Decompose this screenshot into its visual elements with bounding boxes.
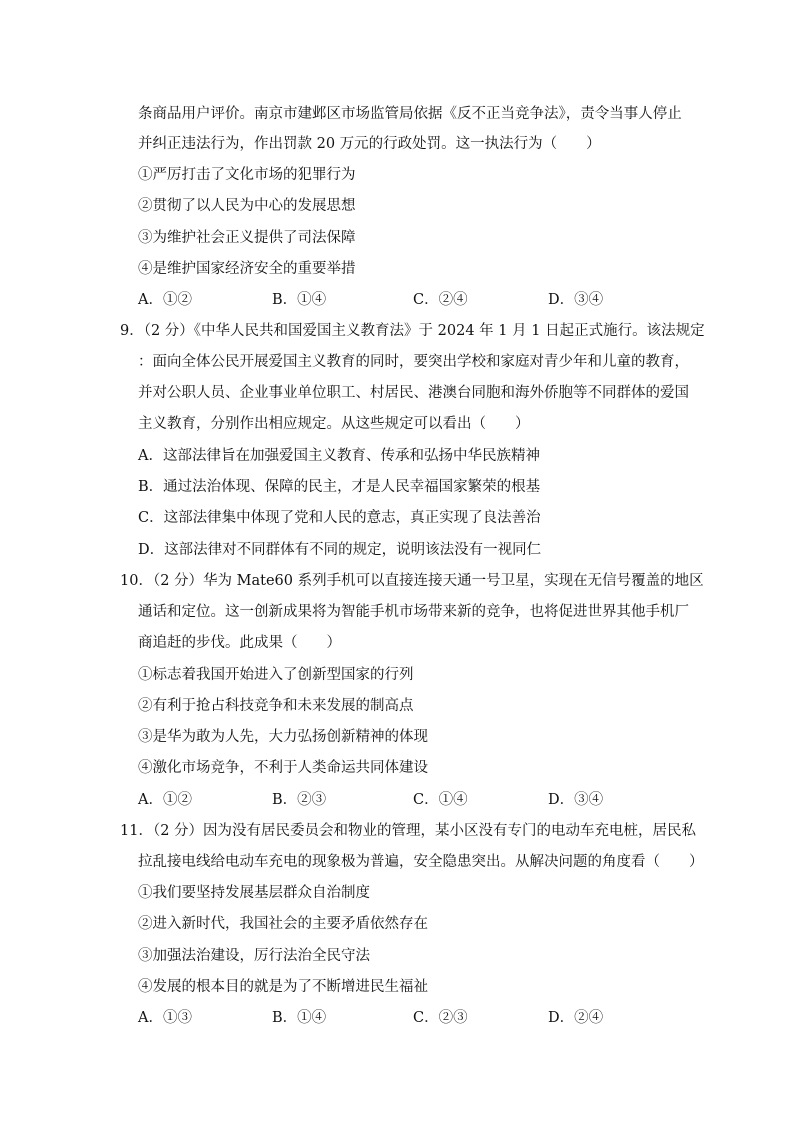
- q10-stem-line-1: 10．（2 分）华为 Mate60 系列手机可以直接连接天通一号卫星，实现在无信号覆盖的地区: [120, 573, 704, 589]
- q11-stem-line-2: 拉乱接电线给电动车充电的现象极为普遍，安全隐患突出。从解决问题的角度看（ ）: [138, 854, 704, 870]
- q10-option-2: ②有利于抢占科技竞争和未来发展的制高点: [138, 698, 414, 714]
- q8-option-3: ③为维护社会正义提供了司法保障: [138, 230, 356, 246]
- q8-choice-c: C．②④: [413, 292, 468, 308]
- q9-option-c: C．这部法律集中体现了党和人民的意志，真正实现了良法善治: [138, 510, 541, 526]
- q11-option-1: ①我们要坚持发展基层群众自治制度: [138, 885, 370, 901]
- q9-option-b: B．通过法治体现、保障的民主，才是人民幸福国家繁荣的根基: [138, 479, 541, 495]
- q11-stem-line-1: 11．（2 分）因为没有居民委员会和物业的管理，某小区没有专门的电动车充电桩，居民私: [120, 823, 697, 839]
- q8-choice-b: B．①④: [272, 292, 327, 308]
- q10-choice-d: D．③④: [548, 792, 604, 808]
- q11-option-4: ④发展的根本目的就是为了不断增进民生福祉: [138, 979, 428, 995]
- q10-choice-b: B．②③: [272, 792, 327, 808]
- q9-stem-line-3: 并对公职人员、企业事业单位职工、村居民、港澳台同胞和海外侨胞等不同群体的爱国: [138, 385, 689, 401]
- q11-choice-a: A．①③: [138, 1010, 192, 1026]
- q10-option-1: ①标志着我国开始进入了创新型国家的行列: [138, 667, 414, 683]
- q10-option-3: ③是华为敢为人先，大力弘扬创新精神的体现: [138, 729, 428, 745]
- q9-option-a: A．这部法律旨在加强爱国主义教育、传承和弘扬中华民族精神: [138, 448, 540, 464]
- q8-option-2: ②贯彻了以人民为中心的发展思想: [138, 198, 356, 214]
- q10-option-4: ④激化市场竞争，不利于人类命运共同体建设: [138, 760, 428, 776]
- q8-choice-d: D．③④: [548, 292, 604, 308]
- q8-stem-line-2: 并纠正违法行为，作出罚款 20 万元的行政处罚。这一执法行为（ ）: [138, 136, 601, 152]
- q10-choice-c: C．①④: [413, 792, 468, 808]
- q11-choice-c: C．②③: [413, 1010, 468, 1026]
- q9-stem-line-4: 主义教育，分别作出相应规定。从这些规定可以看出（ ）: [138, 416, 530, 432]
- q11-choice-b: B．①④: [272, 1010, 327, 1026]
- q8-choice-a: A．①②: [138, 292, 192, 308]
- q8-option-1: ①严厉打击了文化市场的犯罪行为: [138, 167, 356, 183]
- q10-stem-line-3: 商追赶的步伐。此成果（ ）: [138, 635, 341, 651]
- q8-option-4: ④是维护国家经济安全的重要举措: [138, 261, 356, 277]
- q11-option-2: ②进入新时代，我国社会的主要矛盾依然存在: [138, 916, 428, 932]
- q9-option-d: D．这部法律对不同群体有不同的规定，说明该法没有一视同仁: [138, 542, 542, 558]
- q9-stem-line-1: 9．（2 分）《中华人民共和国爱国主义教育法》于 2024 年 1 月 1 日起正式施行。该法规定: [120, 323, 705, 339]
- q9-stem-line-2: ：面向全体公民开展爱国主义教育的同时，要突出学校和家庭对青少年和儿童的教育，: [138, 354, 689, 370]
- q11-choice-d: D．②④: [548, 1010, 604, 1026]
- q10-stem-line-2: 通话和定位。这一创新成果将为智能手机市场带来新的竞争，也将促进世界其他手机厂: [138, 604, 689, 620]
- q8-stem-line-1: 条商品用户评价。南京市建邺区市场监管局依据《反不正当竞争法》，责令当事人停止: [138, 106, 682, 122]
- q10-choice-a: A．①②: [138, 792, 192, 808]
- q11-option-3: ③加强法治建设，厉行法治全民守法: [138, 948, 370, 964]
